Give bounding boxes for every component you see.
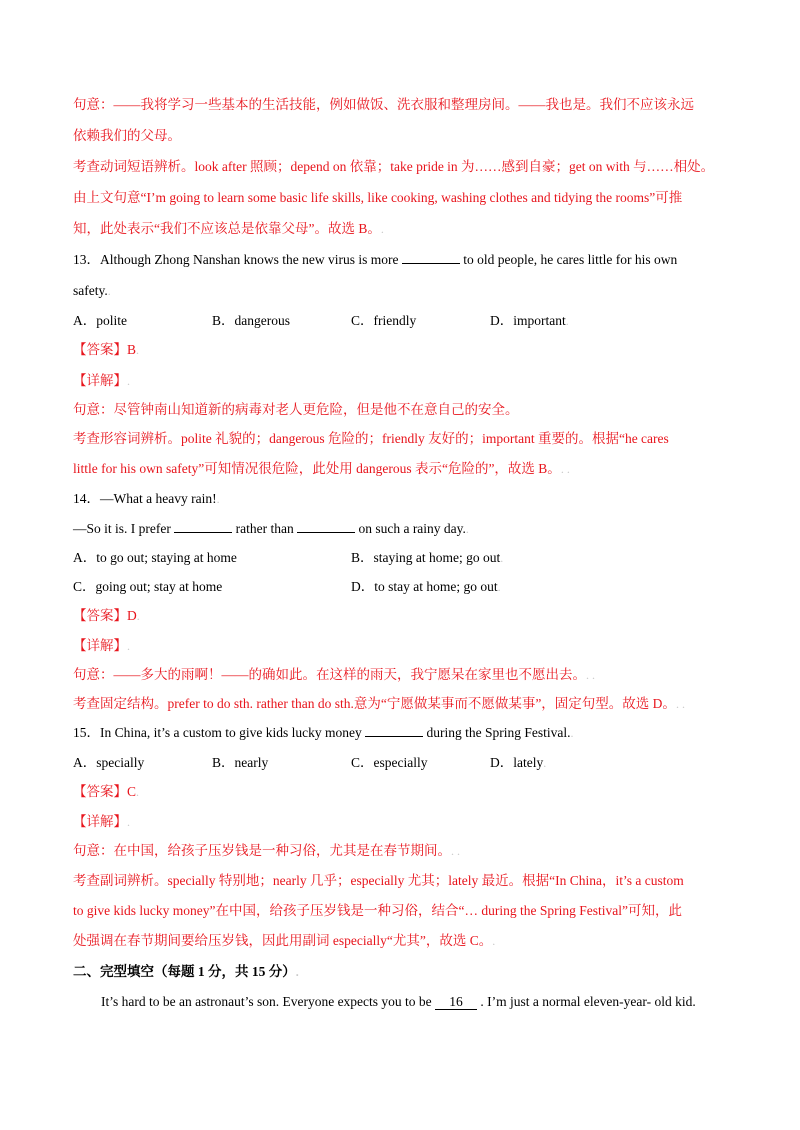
q13-analysis-line-1: 考查形容词辨析。polite 礼貌的；dangerous 危险的；friendly 友好的；important 重要的。根据“he cares — [73, 431, 669, 446]
q14-answer: 【答案】D. — [73, 608, 140, 623]
q14-option-a: A．to go out; staying at home — [73, 550, 237, 565]
q13-option-c: C．friendly — [351, 313, 417, 328]
q14-blank-1 — [174, 520, 232, 533]
q15-analysis-line-1: 考查副词辨析。specially 特别地；nearly 几乎；especially 尤其；lately 最近。根据“In China，it’s a custom — [73, 873, 684, 888]
q15-analysis-line-3: 处强调在春节期间要给压岁钱，因此用副词 especially“尤其”，故选 C。. — [73, 933, 496, 948]
q14-option-d: D．to stay at home; go out. — [351, 579, 501, 594]
q13-blank — [402, 251, 460, 264]
cloze-passage-line-1: It’s hard to be an astronaut’s son. Everyone expects you to be 16 . I’m just a normal eleven-year- old kid. — [101, 994, 696, 1009]
q12-analysis-line-3: 知，此处表示“我们不应该总是依靠父母”。故选 B。. — [73, 221, 384, 236]
q14-detail-heading: 【详解】. — [73, 638, 130, 653]
q13-option-d: D．important. — [490, 313, 569, 328]
q15-option-b: B．nearly — [212, 755, 269, 770]
q14-stem-line-1: 14．—What a heavy rain!. — [73, 491, 220, 506]
q13-option-a: A．polite — [73, 313, 127, 328]
q12-analysis-line-1: 考查动词短语辨析。look after 照顾；depend on 依靠；take pride in 为……感到自豪；get on with 与……相处。 — [73, 159, 715, 174]
q14-stem-line-2: —So it is. I prefer rather than on such a rainy day.. — [73, 521, 469, 536]
q14-option-c: C．going out; stay at home — [73, 579, 223, 594]
q13-option-b: B．dangerous — [212, 313, 290, 328]
q13-analysis-line-2: little for his own safety”可知情况很危险，此处用 dangerous 表示“危险的”，故选 B。. . — [73, 461, 570, 476]
section-2-heading: 二、完型填空（每题 1 分，共 15 分）. — [73, 964, 299, 979]
q15-option-d: D．lately. — [490, 755, 547, 770]
q15-meaning: 句意：在中国，给孩子压岁钱是一种习俗，尤其是在春节期间。. . — [73, 843, 460, 858]
q13-stem-line-1: 13．Although Zhong Nanshan knows the new virus is more to old people, he cares little for his own — [73, 252, 678, 267]
q12-meaning-line-1: 句意：——我将学习一些基本的生活技能，例如做饭、洗衣服和整理房间。——我也是。我们不应该永远 — [73, 97, 694, 112]
q13-detail-heading: 【详解】. — [73, 373, 130, 388]
q15-answer: 【答案】C. — [73, 784, 140, 799]
q15-blank — [365, 724, 423, 737]
q12-meaning-line-2: 依赖我们的父母。 — [73, 128, 181, 143]
q14-meaning: 句意：——多大的雨啊！——的确如此。在这样的雨天，我宁愿呆在家里也不愿出去。. . — [73, 667, 595, 682]
q12-analysis-line-2: 由上文句意“I’m going to learn some basic life skills, like cooking, washing clothes and tidying the rooms”可推 — [73, 190, 683, 205]
q15-stem: 15．In China, it’s a custom to give kids lucky money during the Spring Festival.. — [73, 725, 574, 740]
q15-option-a: A．specially — [73, 755, 145, 770]
cloze-blank-16: 16 — [435, 995, 477, 1010]
q15-analysis-line-2: to give kids lucky money”在中国，给孩子压岁钱是一种习俗，结合“… during the Spring Festival”可知，此 — [73, 903, 682, 918]
q13-answer: 【答案】B. — [73, 342, 140, 357]
q13-meaning: 句意：尽管钟南山知道新的病毒对老人更危险，但是他不在意自己的安全。 — [73, 402, 519, 417]
q13-stem-line-2: safety.. — [73, 283, 111, 298]
q15-detail-heading: 【详解】. — [73, 814, 130, 829]
q14-option-b: B．staying at home; go out. — [351, 550, 504, 565]
q15-option-c: C．especially — [351, 755, 428, 770]
q14-blank-2 — [297, 520, 355, 533]
q14-analysis: 考查固定结构。prefer to do sth. rather than do sth.意为“宁愿做某事而不愿做某事”，固定句型。故选 D。. . — [73, 696, 685, 711]
